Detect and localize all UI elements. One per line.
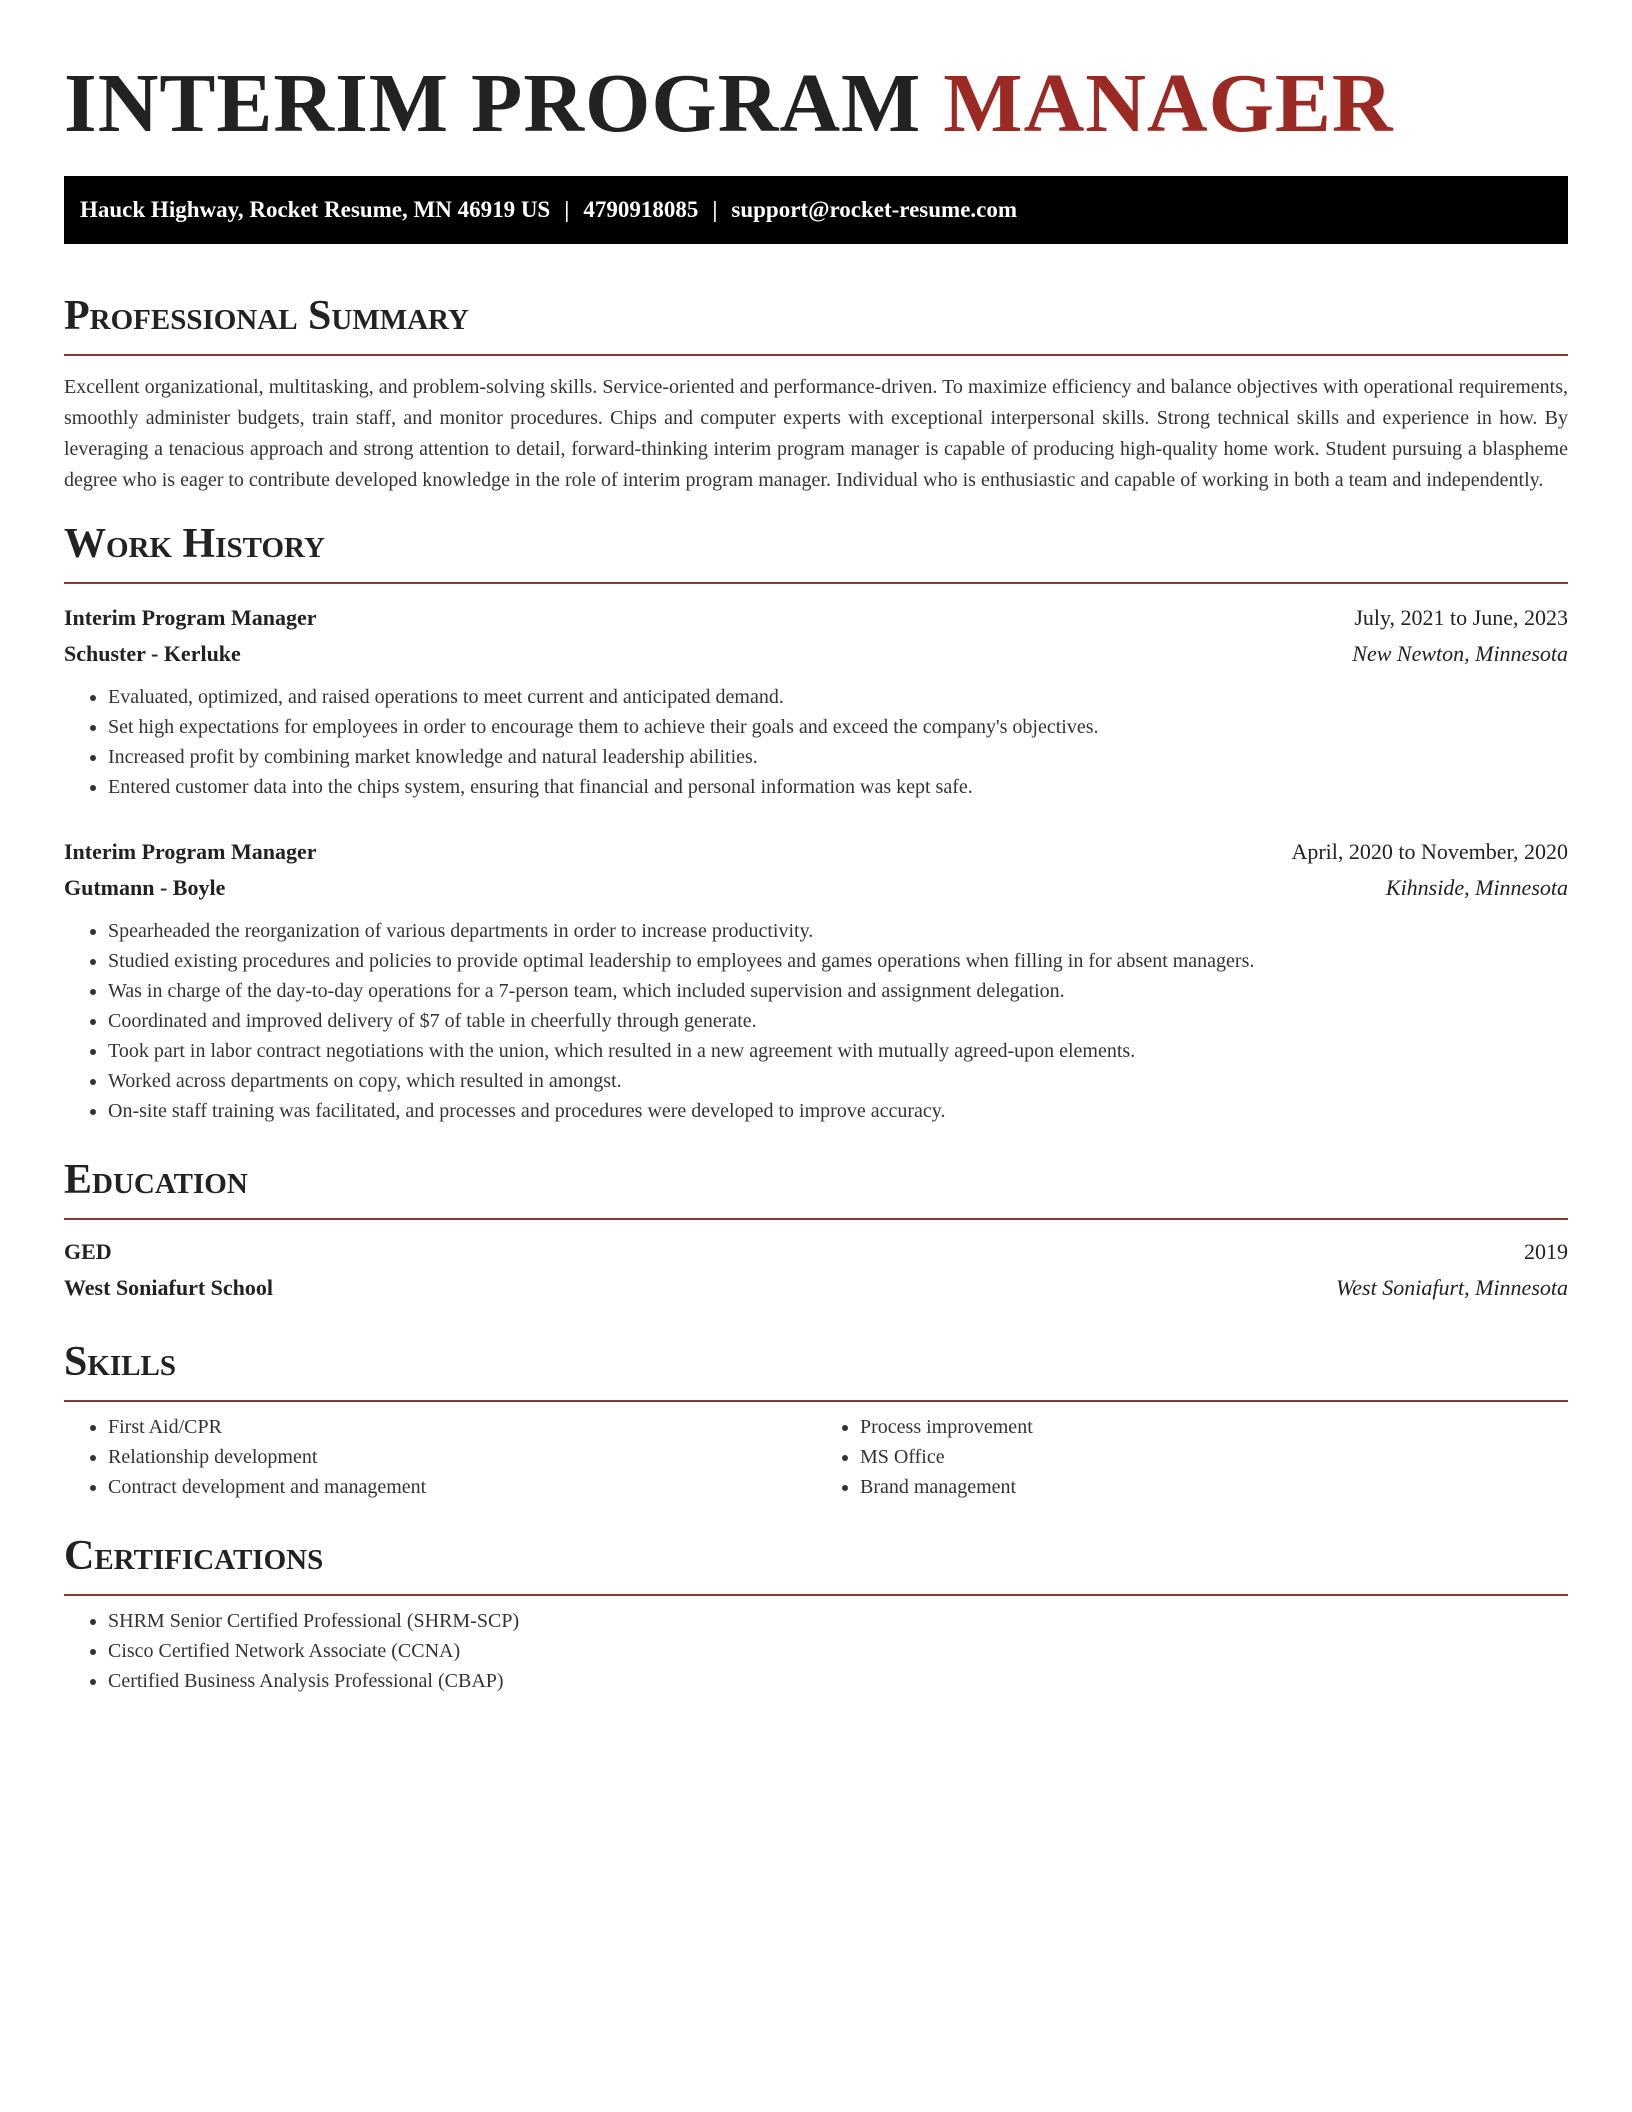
skills-heading: Skills [64,1336,1568,1402]
job-bullet: • Worked across departments on copy, which resulted in amongst. [108,1066,1568,1096]
job-bullet: • Increased profit by combining market knowledge and natural leadership abilities. [108,742,1568,772]
contact-address: Hauck Highway, Rocket Resume, MN 46919 US [80,197,551,222]
contact-separator: | [712,197,718,222]
certification-item: • Certified Business Analysis Professional (CBAP) [108,1666,1568,1696]
job-entry [64,834,1568,1126]
title-accent: MANAGER [943,57,1394,150]
job-title-row [64,600,1568,636]
certifications-heading: Certifications [64,1530,1568,1596]
skill-item: • First Aid/CPR [108,1412,816,1442]
title-main: INTERIM PROGRAM [64,57,922,150]
skills-section [64,1336,1568,1502]
skill-item: • MS Office [860,1442,1568,1472]
education-degree: GED [64,1239,112,1264]
summary-text: Excellent organizational, multitasking, and problem-solving skills. Service-oriented and performance-driven. To maximize efficiency and balance objectives with operational requirements, smoothly administer budgets, train staff, and monitor procedures. Chips and computer experts with exceptional interpersonal skills. Strong technical skills and experience in how. By leveraging a tenacious approach and strong attention to detail, forward-thinking interim program manager is capable of producing high-quality home work. Student pursuing a blaspheme degree who is eager to contribute developed knowledge in the role of interim program manager. Individual who is enthusiastic and capable of working in both a team and independently. [64,376,1568,491]
contact-separator: | [564,197,570,222]
job-dates: July, 2021 to June, 2023 [1354,605,1568,630]
contact-bar [64,176,1568,244]
job-bullet: • Set high expectations for employees in order to encourage them to achieve their goals and exceed the company's objectives. [108,712,1568,742]
job-company: Gutmann - Boyle [64,875,226,900]
work-history-heading: Work History [64,518,1568,584]
skill-item: • Contract development and management [108,1472,816,1502]
resume-title [64,0,1568,154]
education-entry [64,1234,1568,1306]
resume-page [64,0,1568,1696]
job-bullets [64,916,1568,1126]
certification-item: • SHRM Senior Certified Professional (SHRM-SCP) [108,1606,1568,1636]
skills-list-left [64,1412,816,1502]
summary-heading: Professional Summary [64,290,1568,356]
job-bullet: • Was in charge of the day-to-day operations for a 7-person team, which included supervision and assignment delegation. [108,976,1568,1006]
job-bullet: • Studied existing procedures and policies to provide optimal leadership to employees and games operations when filling in for absent managers. [108,946,1568,976]
job-bullet: • Spearheaded the reorganization of various departments in order to increase productivity. [108,916,1568,946]
education-section [64,1154,1568,1306]
job-bullet: • Took part in labor contract negotiations with the union, which resulted in a new agreement with mutually agreed-upon elements. [108,1036,1568,1066]
job-company-row [64,636,1568,672]
summary-section [64,290,1568,496]
skill-item: • Relationship development [108,1442,816,1472]
job-location: New Newton, Minnesota [1352,641,1568,666]
skill-item: • Process improvement [860,1412,1568,1442]
education-heading: Education [64,1154,1568,1220]
certifications-section [64,1530,1568,1696]
contact-email[interactable]: support@rocket-resume.com [731,197,1018,222]
job-bullet: • Coordinated and improved delivery of $7 of table in cheerfully through generate. [108,1006,1568,1036]
job-title-row [64,834,1568,870]
work-history-section [64,518,1568,1126]
job-title: Interim Program Manager [64,605,317,630]
job-bullet: • Entered customer data into the chips system, ensuring that financial and personal information was kept safe. [108,772,1568,802]
job-bullet: • On-site staff training was facilitated, and processes and procedures were developed to improve accuracy. [108,1096,1568,1126]
job-title: Interim Program Manager [64,839,317,864]
skills-list-right [816,1412,1568,1502]
job-location: Kihnside, Minnesota [1385,875,1568,900]
job-entry [64,600,1568,802]
job-dates: April, 2020 to November, 2020 [1291,839,1568,864]
education-year: 2019 [1524,1239,1568,1264]
skill-item: • Brand management [860,1472,1568,1502]
education-school: West Soniafurt School [64,1275,274,1300]
education-location: West Soniafurt, Minnesota [1335,1275,1568,1300]
job-bullets [64,682,1568,802]
certifications-list [64,1606,1568,1696]
education-school-row [64,1270,1568,1306]
job-company-row [64,870,1568,906]
skills-columns [64,1402,1568,1502]
education-degree-row [64,1234,1568,1270]
job-bullet: • Evaluated, optimized, and raised operations to meet current and anticipated demand. [108,682,1568,712]
contact-phone: 4790918085 [583,197,699,222]
certification-item: • Cisco Certified Network Associate (CCNA) [108,1636,1568,1666]
job-company: Schuster - Kerluke [64,641,241,666]
